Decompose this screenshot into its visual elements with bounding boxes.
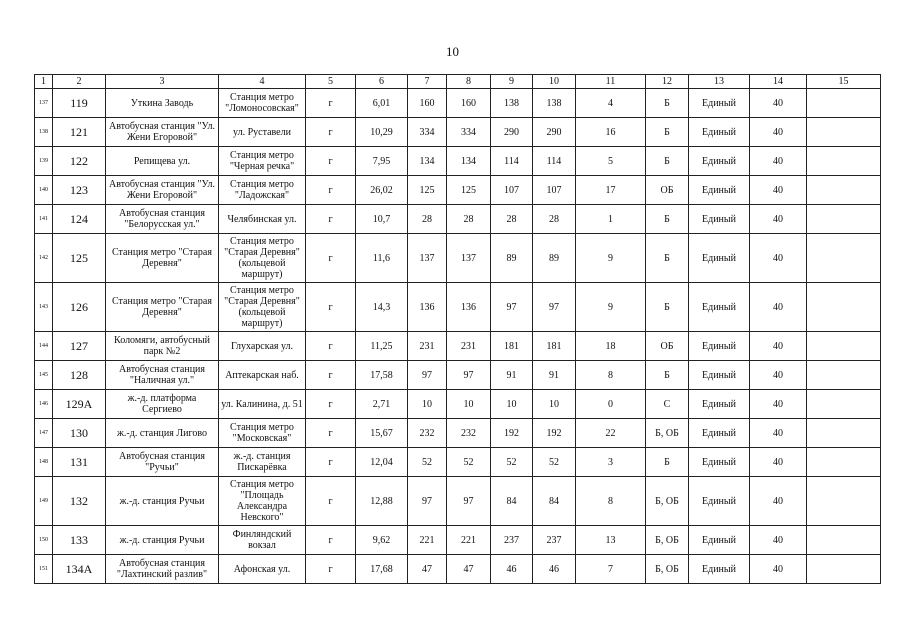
value-cell-8: 232 (447, 419, 491, 448)
value-cell-14: 40 (750, 448, 807, 477)
route-type-cell: г (306, 419, 356, 448)
value-cell-11: 3 (576, 448, 646, 477)
route-length-cell: 10,29 (356, 118, 408, 147)
value-cell-8: 334 (447, 118, 491, 147)
value-cell-9: 290 (491, 118, 533, 147)
notes-cell (807, 361, 881, 390)
value-cell-11: 8 (576, 477, 646, 526)
value-cell-11: 17 (576, 176, 646, 205)
vehicle-class-cell: Б, ОБ (646, 419, 689, 448)
table-row (35, 147, 881, 176)
tariff-cell: Единый (689, 332, 750, 361)
row-index-cell: 137 (35, 89, 53, 118)
end-point-cell: ж.-д. станция Пискарёвка (219, 448, 306, 477)
start-point-cell: ж.-д. платформа Сергиево (106, 390, 219, 419)
value-cell-8: 160 (447, 89, 491, 118)
tariff-cell: Единый (689, 89, 750, 118)
tariff-cell: Единый (689, 205, 750, 234)
value-cell-11: 8 (576, 361, 646, 390)
column-header: 12 (646, 75, 689, 89)
value-cell-7: 47 (408, 555, 447, 584)
vehicle-class-cell: Б, ОБ (646, 477, 689, 526)
route-length-cell: 26,02 (356, 176, 408, 205)
value-cell-8: 97 (447, 477, 491, 526)
route-type-cell: г (306, 234, 356, 283)
value-cell-9: 89 (491, 234, 533, 283)
table-row (35, 118, 881, 147)
value-cell-8: 134 (447, 147, 491, 176)
table-row (35, 477, 881, 526)
route-type-cell: г (306, 477, 356, 526)
route-number-cell: 127 (53, 332, 106, 361)
table-row (35, 555, 881, 584)
value-cell-11: 0 (576, 390, 646, 419)
value-cell-10: 114 (533, 147, 576, 176)
value-cell-10: 97 (533, 283, 576, 332)
value-cell-7: 97 (408, 477, 447, 526)
value-cell-11: 18 (576, 332, 646, 361)
row-index-cell: 141 (35, 205, 53, 234)
route-number-cell: 124 (53, 205, 106, 234)
value-cell-9: 46 (491, 555, 533, 584)
start-point-cell: ж.-д. станция Лигово (106, 419, 219, 448)
notes-cell (807, 234, 881, 283)
value-cell-8: 97 (447, 361, 491, 390)
value-cell-7: 334 (408, 118, 447, 147)
notes-cell (807, 448, 881, 477)
tariff-cell: Единый (689, 118, 750, 147)
value-cell-10: 10 (533, 390, 576, 419)
route-type-cell: г (306, 176, 356, 205)
value-cell-10: 91 (533, 361, 576, 390)
value-cell-7: 134 (408, 147, 447, 176)
end-point-cell: ул. Руставели (219, 118, 306, 147)
header-row (35, 75, 881, 89)
route-type-cell: г (306, 89, 356, 118)
value-cell-7: 10 (408, 390, 447, 419)
start-point-cell: ж.-д. станция Ручьи (106, 526, 219, 555)
value-cell-10: 181 (533, 332, 576, 361)
route-type-cell: г (306, 283, 356, 332)
route-number-cell: 131 (53, 448, 106, 477)
tariff-cell: Единый (689, 234, 750, 283)
value-cell-9: 91 (491, 361, 533, 390)
route-length-cell: 15,67 (356, 419, 408, 448)
value-cell-7: 28 (408, 205, 447, 234)
value-cell-9: 181 (491, 332, 533, 361)
value-cell-11: 13 (576, 526, 646, 555)
route-type-cell: г (306, 205, 356, 234)
table-row (35, 176, 881, 205)
table-row (35, 283, 881, 332)
value-cell-9: 52 (491, 448, 533, 477)
value-cell-9: 97 (491, 283, 533, 332)
tariff-cell: Единый (689, 390, 750, 419)
row-index-cell: 147 (35, 419, 53, 448)
route-type-cell: г (306, 526, 356, 555)
value-cell-10: 52 (533, 448, 576, 477)
value-cell-14: 40 (750, 332, 807, 361)
start-point-cell: Репищева ул. (106, 147, 219, 176)
route-length-cell: 6,01 (356, 89, 408, 118)
end-point-cell: Станция метро "Старая Деревня" (кольцевой маршрут) (219, 283, 306, 332)
route-length-cell: 14,3 (356, 283, 408, 332)
value-cell-7: 231 (408, 332, 447, 361)
value-cell-11: 5 (576, 147, 646, 176)
page-number: 10 (446, 44, 459, 59)
value-cell-14: 40 (750, 205, 807, 234)
tariff-cell: Единый (689, 555, 750, 584)
value-cell-10: 84 (533, 477, 576, 526)
end-point-cell: Станция метро "Черная речка" (219, 147, 306, 176)
end-point-cell: Афонская ул. (219, 555, 306, 584)
table-row (35, 205, 881, 234)
notes-cell (807, 526, 881, 555)
vehicle-class-cell: Б, ОБ (646, 555, 689, 584)
end-point-cell: Станция метро "Площадь Александра Невского" (219, 477, 306, 526)
value-cell-14: 40 (750, 526, 807, 555)
row-index-cell: 140 (35, 176, 53, 205)
start-point-cell: Автобусная станция "Ул. Жени Егоровой" (106, 176, 219, 205)
row-index-cell: 149 (35, 477, 53, 526)
start-point-cell: Уткина Заводь (106, 89, 219, 118)
vehicle-class-cell: Б (646, 361, 689, 390)
column-header: 1 (35, 75, 53, 89)
route-number-cell: 126 (53, 283, 106, 332)
notes-cell (807, 419, 881, 448)
vehicle-class-cell: С (646, 390, 689, 419)
notes-cell (807, 176, 881, 205)
vehicle-class-cell: Б (646, 234, 689, 283)
value-cell-10: 46 (533, 555, 576, 584)
notes-cell (807, 555, 881, 584)
value-cell-7: 232 (408, 419, 447, 448)
start-point-cell: Автобусная станция "Белорусская ул." (106, 205, 219, 234)
value-cell-9: 114 (491, 147, 533, 176)
vehicle-class-cell: Б (646, 147, 689, 176)
end-point-cell: Станция метро "Ладожская" (219, 176, 306, 205)
route-type-cell: г (306, 147, 356, 176)
tariff-cell: Единый (689, 477, 750, 526)
value-cell-11: 1 (576, 205, 646, 234)
start-point-cell: Станция метро "Старая Деревня" (106, 234, 219, 283)
vehicle-class-cell: Б (646, 89, 689, 118)
value-cell-9: 138 (491, 89, 533, 118)
value-cell-10: 138 (533, 89, 576, 118)
route-number-cell: 134А (53, 555, 106, 584)
column-header: 9 (491, 75, 533, 89)
route-number-cell: 133 (53, 526, 106, 555)
value-cell-8: 52 (447, 448, 491, 477)
route-length-cell: 11,6 (356, 234, 408, 283)
column-header: 2 (53, 75, 106, 89)
row-index-cell: 138 (35, 118, 53, 147)
start-point-cell: ж.-д. станция Ручьи (106, 477, 219, 526)
tariff-cell: Единый (689, 147, 750, 176)
value-cell-14: 40 (750, 283, 807, 332)
route-length-cell: 12,04 (356, 448, 408, 477)
value-cell-8: 231 (447, 332, 491, 361)
route-number-cell: 122 (53, 147, 106, 176)
value-cell-14: 40 (750, 419, 807, 448)
route-length-cell: 12,88 (356, 477, 408, 526)
column-header: 15 (807, 75, 881, 89)
start-point-cell: Автобусная станция "Лахтинский разлив" (106, 555, 219, 584)
value-cell-9: 192 (491, 419, 533, 448)
vehicle-class-cell: Б (646, 283, 689, 332)
column-header: 8 (447, 75, 491, 89)
value-cell-14: 40 (750, 390, 807, 419)
value-cell-10: 28 (533, 205, 576, 234)
end-point-cell: Глухарская ул. (219, 332, 306, 361)
column-header: 3 (106, 75, 219, 89)
route-number-cell: 121 (53, 118, 106, 147)
value-cell-10: 192 (533, 419, 576, 448)
route-number-cell: 128 (53, 361, 106, 390)
start-point-cell: Автобусная станция "Ручьи" (106, 448, 219, 477)
value-cell-14: 40 (750, 89, 807, 118)
route-number-cell: 130 (53, 419, 106, 448)
route-number-cell: 123 (53, 176, 106, 205)
value-cell-14: 40 (750, 477, 807, 526)
vehicle-class-cell: Б (646, 448, 689, 477)
route-number-cell: 119 (53, 89, 106, 118)
value-cell-11: 16 (576, 118, 646, 147)
route-number-cell: 125 (53, 234, 106, 283)
notes-cell (807, 332, 881, 361)
route-length-cell: 10,7 (356, 205, 408, 234)
value-cell-10: 107 (533, 176, 576, 205)
table-row (35, 332, 881, 361)
value-cell-7: 97 (408, 361, 447, 390)
table-row (35, 234, 881, 283)
value-cell-9: 28 (491, 205, 533, 234)
value-cell-7: 136 (408, 283, 447, 332)
end-point-cell: Аптекарская наб. (219, 361, 306, 390)
value-cell-14: 40 (750, 234, 807, 283)
route-length-cell: 9,62 (356, 526, 408, 555)
row-index-cell: 145 (35, 361, 53, 390)
value-cell-7: 137 (408, 234, 447, 283)
row-index-cell: 150 (35, 526, 53, 555)
row-index-cell: 146 (35, 390, 53, 419)
route-type-cell: г (306, 332, 356, 361)
vehicle-class-cell: ОБ (646, 332, 689, 361)
route-length-cell: 7,95 (356, 147, 408, 176)
column-header: 7 (408, 75, 447, 89)
value-cell-14: 40 (750, 176, 807, 205)
row-index-cell: 143 (35, 283, 53, 332)
row-index-cell: 144 (35, 332, 53, 361)
value-cell-10: 89 (533, 234, 576, 283)
notes-cell (807, 205, 881, 234)
start-point-cell: Станция метро "Старая Деревня" (106, 283, 219, 332)
value-cell-14: 40 (750, 555, 807, 584)
route-type-cell: г (306, 448, 356, 477)
start-point-cell: Автобусная станция "Наличная ул." (106, 361, 219, 390)
start-point-cell: Автобусная станция "Ул. Жени Егоровой" (106, 118, 219, 147)
end-point-cell: Станция метро "Ломоносовская" (219, 89, 306, 118)
route-type-cell: г (306, 361, 356, 390)
value-cell-11: 22 (576, 419, 646, 448)
value-cell-11: 9 (576, 234, 646, 283)
row-index-cell: 148 (35, 448, 53, 477)
value-cell-7: 160 (408, 89, 447, 118)
tariff-cell: Единый (689, 526, 750, 555)
notes-cell (807, 477, 881, 526)
route-number-cell: 129А (53, 390, 106, 419)
value-cell-10: 237 (533, 526, 576, 555)
row-index-cell: 142 (35, 234, 53, 283)
value-cell-9: 10 (491, 390, 533, 419)
end-point-cell: Финляндский вокзал (219, 526, 306, 555)
vehicle-class-cell: Б (646, 118, 689, 147)
vehicle-class-cell: Б, ОБ (646, 526, 689, 555)
route-type-cell: г (306, 390, 356, 419)
column-header: 10 (533, 75, 576, 89)
table-row (35, 448, 881, 477)
value-cell-11: 4 (576, 89, 646, 118)
table-row (35, 526, 881, 555)
notes-cell (807, 390, 881, 419)
value-cell-11: 7 (576, 555, 646, 584)
value-cell-8: 136 (447, 283, 491, 332)
table-row (35, 89, 881, 118)
column-header: 4 (219, 75, 306, 89)
routes-table (34, 74, 881, 584)
value-cell-14: 40 (750, 147, 807, 176)
value-cell-14: 40 (750, 361, 807, 390)
route-type-cell: г (306, 118, 356, 147)
table-row (35, 390, 881, 419)
value-cell-7: 125 (408, 176, 447, 205)
route-number-cell: 132 (53, 477, 106, 526)
route-length-cell: 17,58 (356, 361, 408, 390)
column-header: 6 (356, 75, 408, 89)
notes-cell (807, 283, 881, 332)
end-point-cell: ул. Калинина, д. 51 (219, 390, 306, 419)
tariff-cell: Единый (689, 283, 750, 332)
column-header: 11 (576, 75, 646, 89)
route-length-cell: 11,25 (356, 332, 408, 361)
end-point-cell: Челябинская ул. (219, 205, 306, 234)
table-row (35, 419, 881, 448)
column-header: 5 (306, 75, 356, 89)
tariff-cell: Единый (689, 419, 750, 448)
end-point-cell: Станция метро "Старая Деревня" (кольцевой маршрут) (219, 234, 306, 283)
value-cell-9: 107 (491, 176, 533, 205)
row-index-cell: 139 (35, 147, 53, 176)
end-point-cell: Станция метро "Московская" (219, 419, 306, 448)
value-cell-7: 52 (408, 448, 447, 477)
value-cell-11: 9 (576, 283, 646, 332)
notes-cell (807, 147, 881, 176)
route-length-cell: 2,71 (356, 390, 408, 419)
value-cell-8: 137 (447, 234, 491, 283)
column-header: 14 (750, 75, 807, 89)
value-cell-8: 125 (447, 176, 491, 205)
value-cell-14: 40 (750, 118, 807, 147)
start-point-cell: Коломяги, автобусный парк №2 (106, 332, 219, 361)
tariff-cell: Единый (689, 448, 750, 477)
value-cell-8: 10 (447, 390, 491, 419)
value-cell-10: 290 (533, 118, 576, 147)
tariff-cell: Единый (689, 176, 750, 205)
row-index-cell: 151 (35, 555, 53, 584)
vehicle-class-cell: Б (646, 205, 689, 234)
value-cell-8: 47 (447, 555, 491, 584)
value-cell-9: 84 (491, 477, 533, 526)
route-type-cell: г (306, 555, 356, 584)
notes-cell (807, 118, 881, 147)
value-cell-7: 221 (408, 526, 447, 555)
value-cell-8: 221 (447, 526, 491, 555)
column-header: 13 (689, 75, 750, 89)
value-cell-9: 237 (491, 526, 533, 555)
value-cell-8: 28 (447, 205, 491, 234)
vehicle-class-cell: ОБ (646, 176, 689, 205)
table-row (35, 361, 881, 390)
notes-cell (807, 89, 881, 118)
tariff-cell: Единый (689, 361, 750, 390)
route-length-cell: 17,68 (356, 555, 408, 584)
